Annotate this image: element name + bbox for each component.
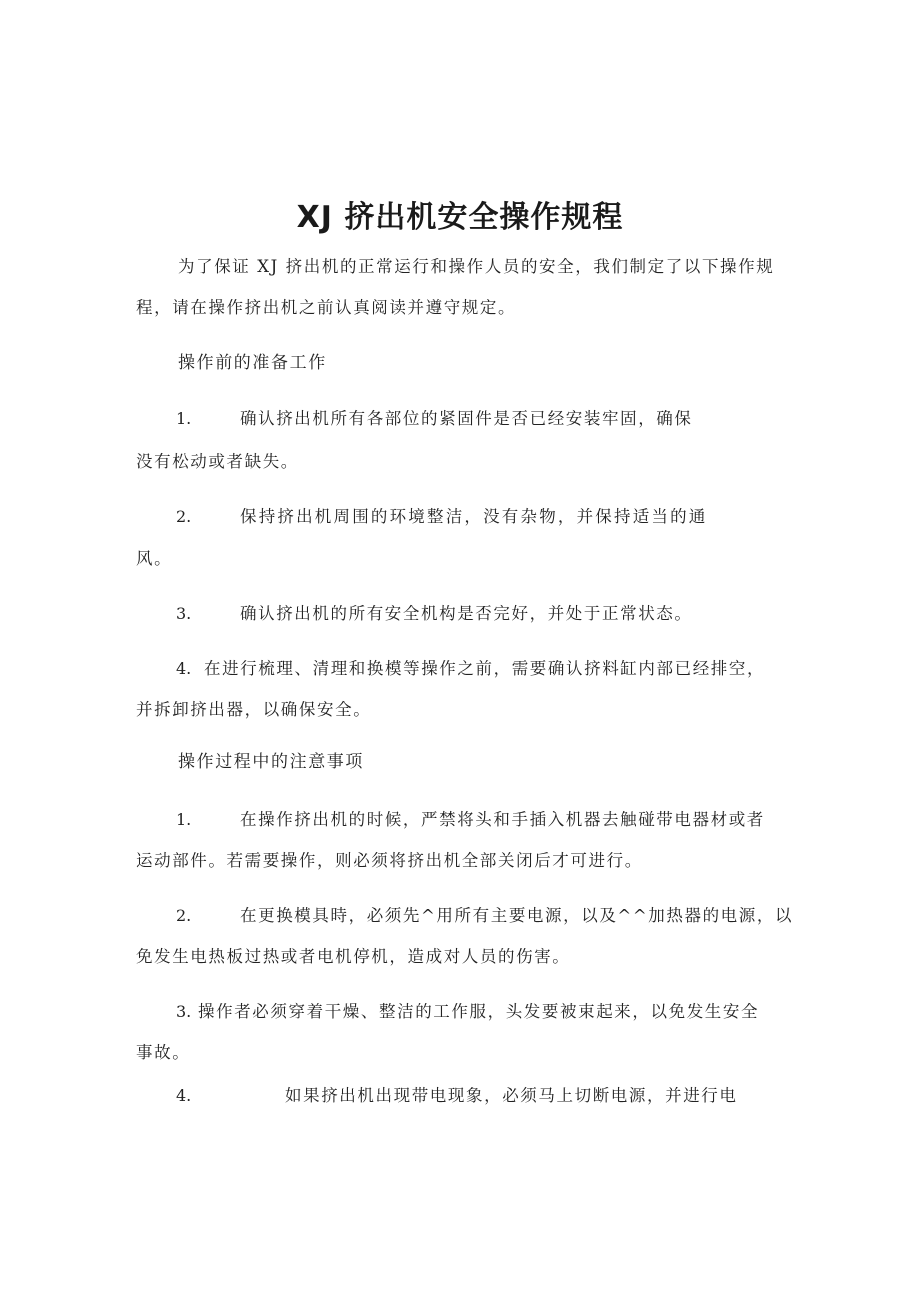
list-item-text: 风。 xyxy=(136,549,173,568)
document-title: XJ 挤出机安全操作规程 xyxy=(296,200,624,235)
list-item-text: 操作者必须穿着干燥、整洁的工作服，头发要被束起来，以免发生安全 xyxy=(198,1002,760,1021)
list-item-text: 如果挤出机出现带电现象，必须马上切断电源，并进行电 xyxy=(285,1086,738,1105)
list-item-text: 免发生电热板过热或者电机停机，造成对人员的伤害。 xyxy=(136,947,571,966)
list-item-text: 确认挤出机的所有安全机构是否完好，并处于正常状态。 xyxy=(240,604,693,623)
intro-line-2: 程，请在操作挤出机之前认真阅读并遵守规定。 xyxy=(136,298,517,317)
list-item-text: 没有松动或者缺失。 xyxy=(136,452,299,471)
list-item-number: 3. xyxy=(176,604,192,623)
list-item-text: 保持挤出机周围的环境整洁，没有杂物，并保持适当的通 xyxy=(240,507,708,526)
list-item-number: 1. xyxy=(176,409,192,428)
section-heading-preparation: 操作前的准备工作 xyxy=(178,353,327,373)
section-heading-precautions: 操作过程中的注意事项 xyxy=(178,752,364,772)
list-item-text: 运动部件。若需要操作，则必须将挤出机全部关闭后才可进行。 xyxy=(136,851,643,870)
list-item-text: 在操作挤出机的时候，严禁将头和手插入机器去触碰带电器材或者 xyxy=(240,810,765,829)
list-item-text: 事故。 xyxy=(136,1043,191,1062)
list-item-text: 确认挤出机所有各部位的紧固件是否已经安装牢固，确保 xyxy=(240,409,693,428)
list-item-number: 4. xyxy=(176,1086,192,1105)
list-item-number: 4. xyxy=(176,659,192,678)
list-item-number: 3. xyxy=(176,1002,192,1021)
list-item-text: 在进行梳理、清理和换模等操作之前，需要确认挤料缸内部已经排空， xyxy=(204,659,766,678)
list-item-text: 并拆卸挤出器，以确保安全。 xyxy=(136,700,372,719)
list-item-number: 1. xyxy=(176,810,192,829)
list-item-number: 2. xyxy=(176,906,192,925)
list-item-text: 在更换模具時，必须先^用所有主要电源，以及^^加热器的电源，以 xyxy=(240,906,794,925)
intro-line-1: 为了保证 XJ 挤出机的正常运行和操作人员的安全，我们制定了以下操作规 xyxy=(178,257,775,276)
list-item-number: 2. xyxy=(176,507,192,526)
